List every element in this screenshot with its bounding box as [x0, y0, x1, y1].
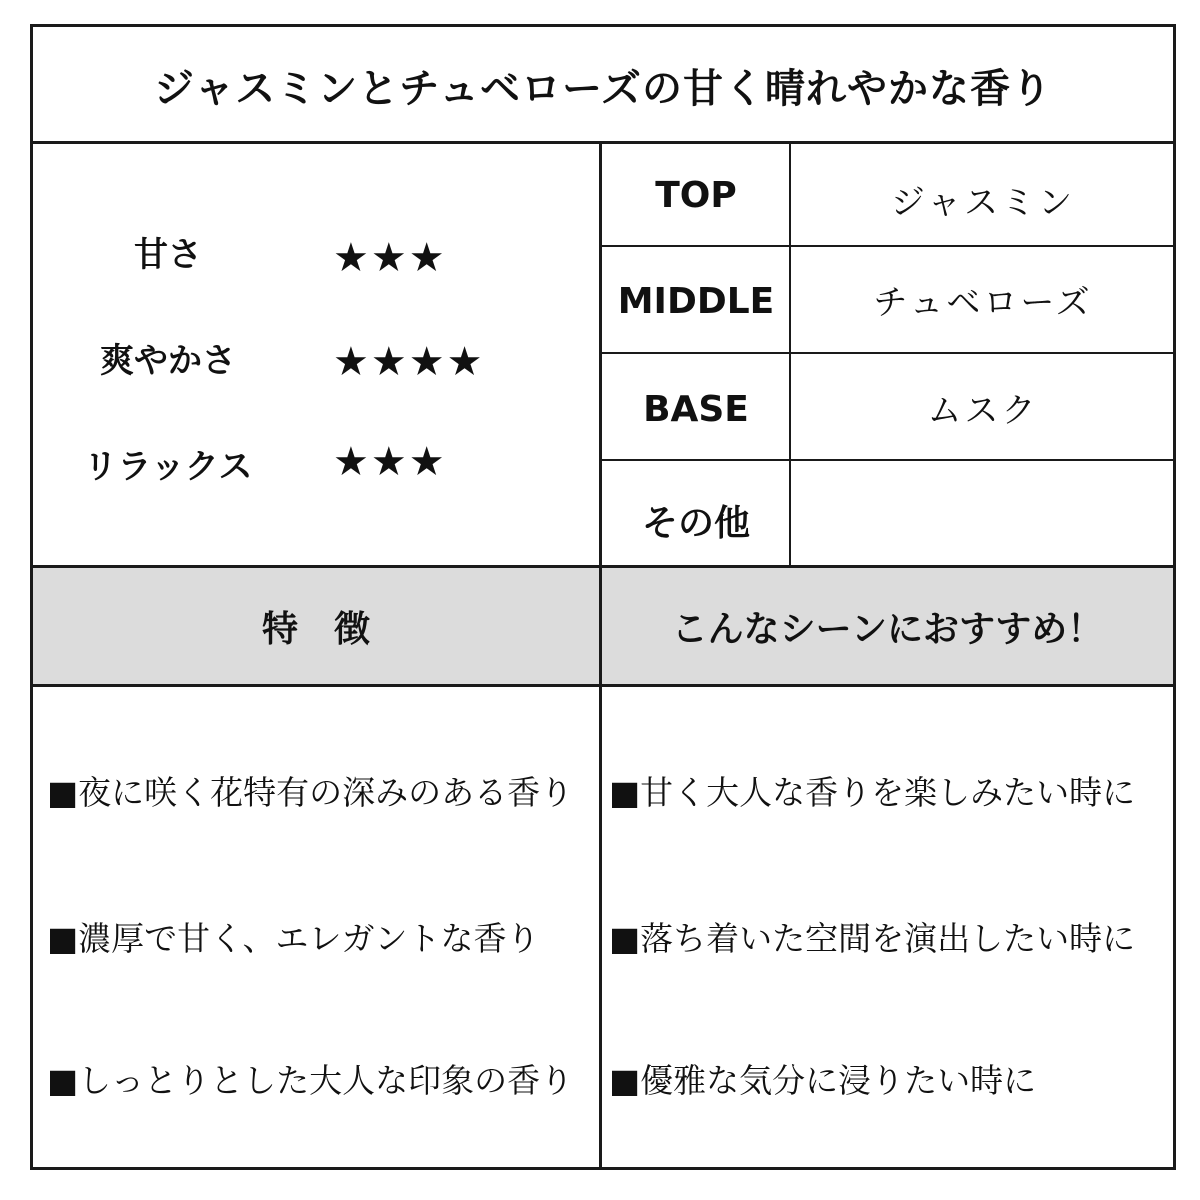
feature-item: ■しっとりとした大人な印象の香り: [47, 1061, 574, 1100]
divider: [602, 245, 1173, 247]
feature-item: ■濃厚で甘く、エレガントな香り: [47, 919, 540, 958]
scene-item: ■優雅な気分に浸りたい時に: [609, 1061, 1037, 1100]
card-title: ジャスミンとチュベローズの甘く晴れやかな香り: [154, 66, 1052, 112]
rating-label-freshness: 爽やかさ: [100, 341, 236, 381]
rating-stars-freshness: ★★★★: [333, 339, 485, 385]
rating-label-relax: リラックス: [83, 447, 253, 487]
feature-item: ■夜に咲く花特有の深みのある香り: [47, 773, 574, 812]
rating-stars-relax: ★★★: [333, 439, 447, 485]
note-label-middle: MIDDLE: [617, 281, 775, 322]
scene-item: ■落ち着いた空間を演出したい時に: [609, 919, 1136, 958]
note-label-other: その他: [641, 503, 750, 544]
note-value-base: ムスク: [927, 391, 1039, 431]
divider: [602, 352, 1173, 354]
divider: [602, 459, 1173, 461]
note-value-top: ジャスミン: [890, 183, 1076, 223]
note-value-middle: チュベローズ: [873, 283, 1093, 323]
note-label-top: TOP: [655, 175, 737, 216]
scene-item: ■甘く大人な香りを楽しみたい時に: [609, 773, 1136, 812]
rating-label-sweetness: 甘さ: [134, 235, 202, 275]
rating-stars-sweetness: ★★★: [333, 235, 447, 281]
scenes-heading: こんなシーンにおすすめ！: [602, 568, 1173, 684]
fragrance-card: [30, 24, 1176, 1170]
note-label-base: BASE: [643, 389, 749, 430]
divider: [33, 141, 1173, 144]
features-heading: 特 徴: [33, 568, 599, 684]
divider: [33, 684, 1173, 687]
